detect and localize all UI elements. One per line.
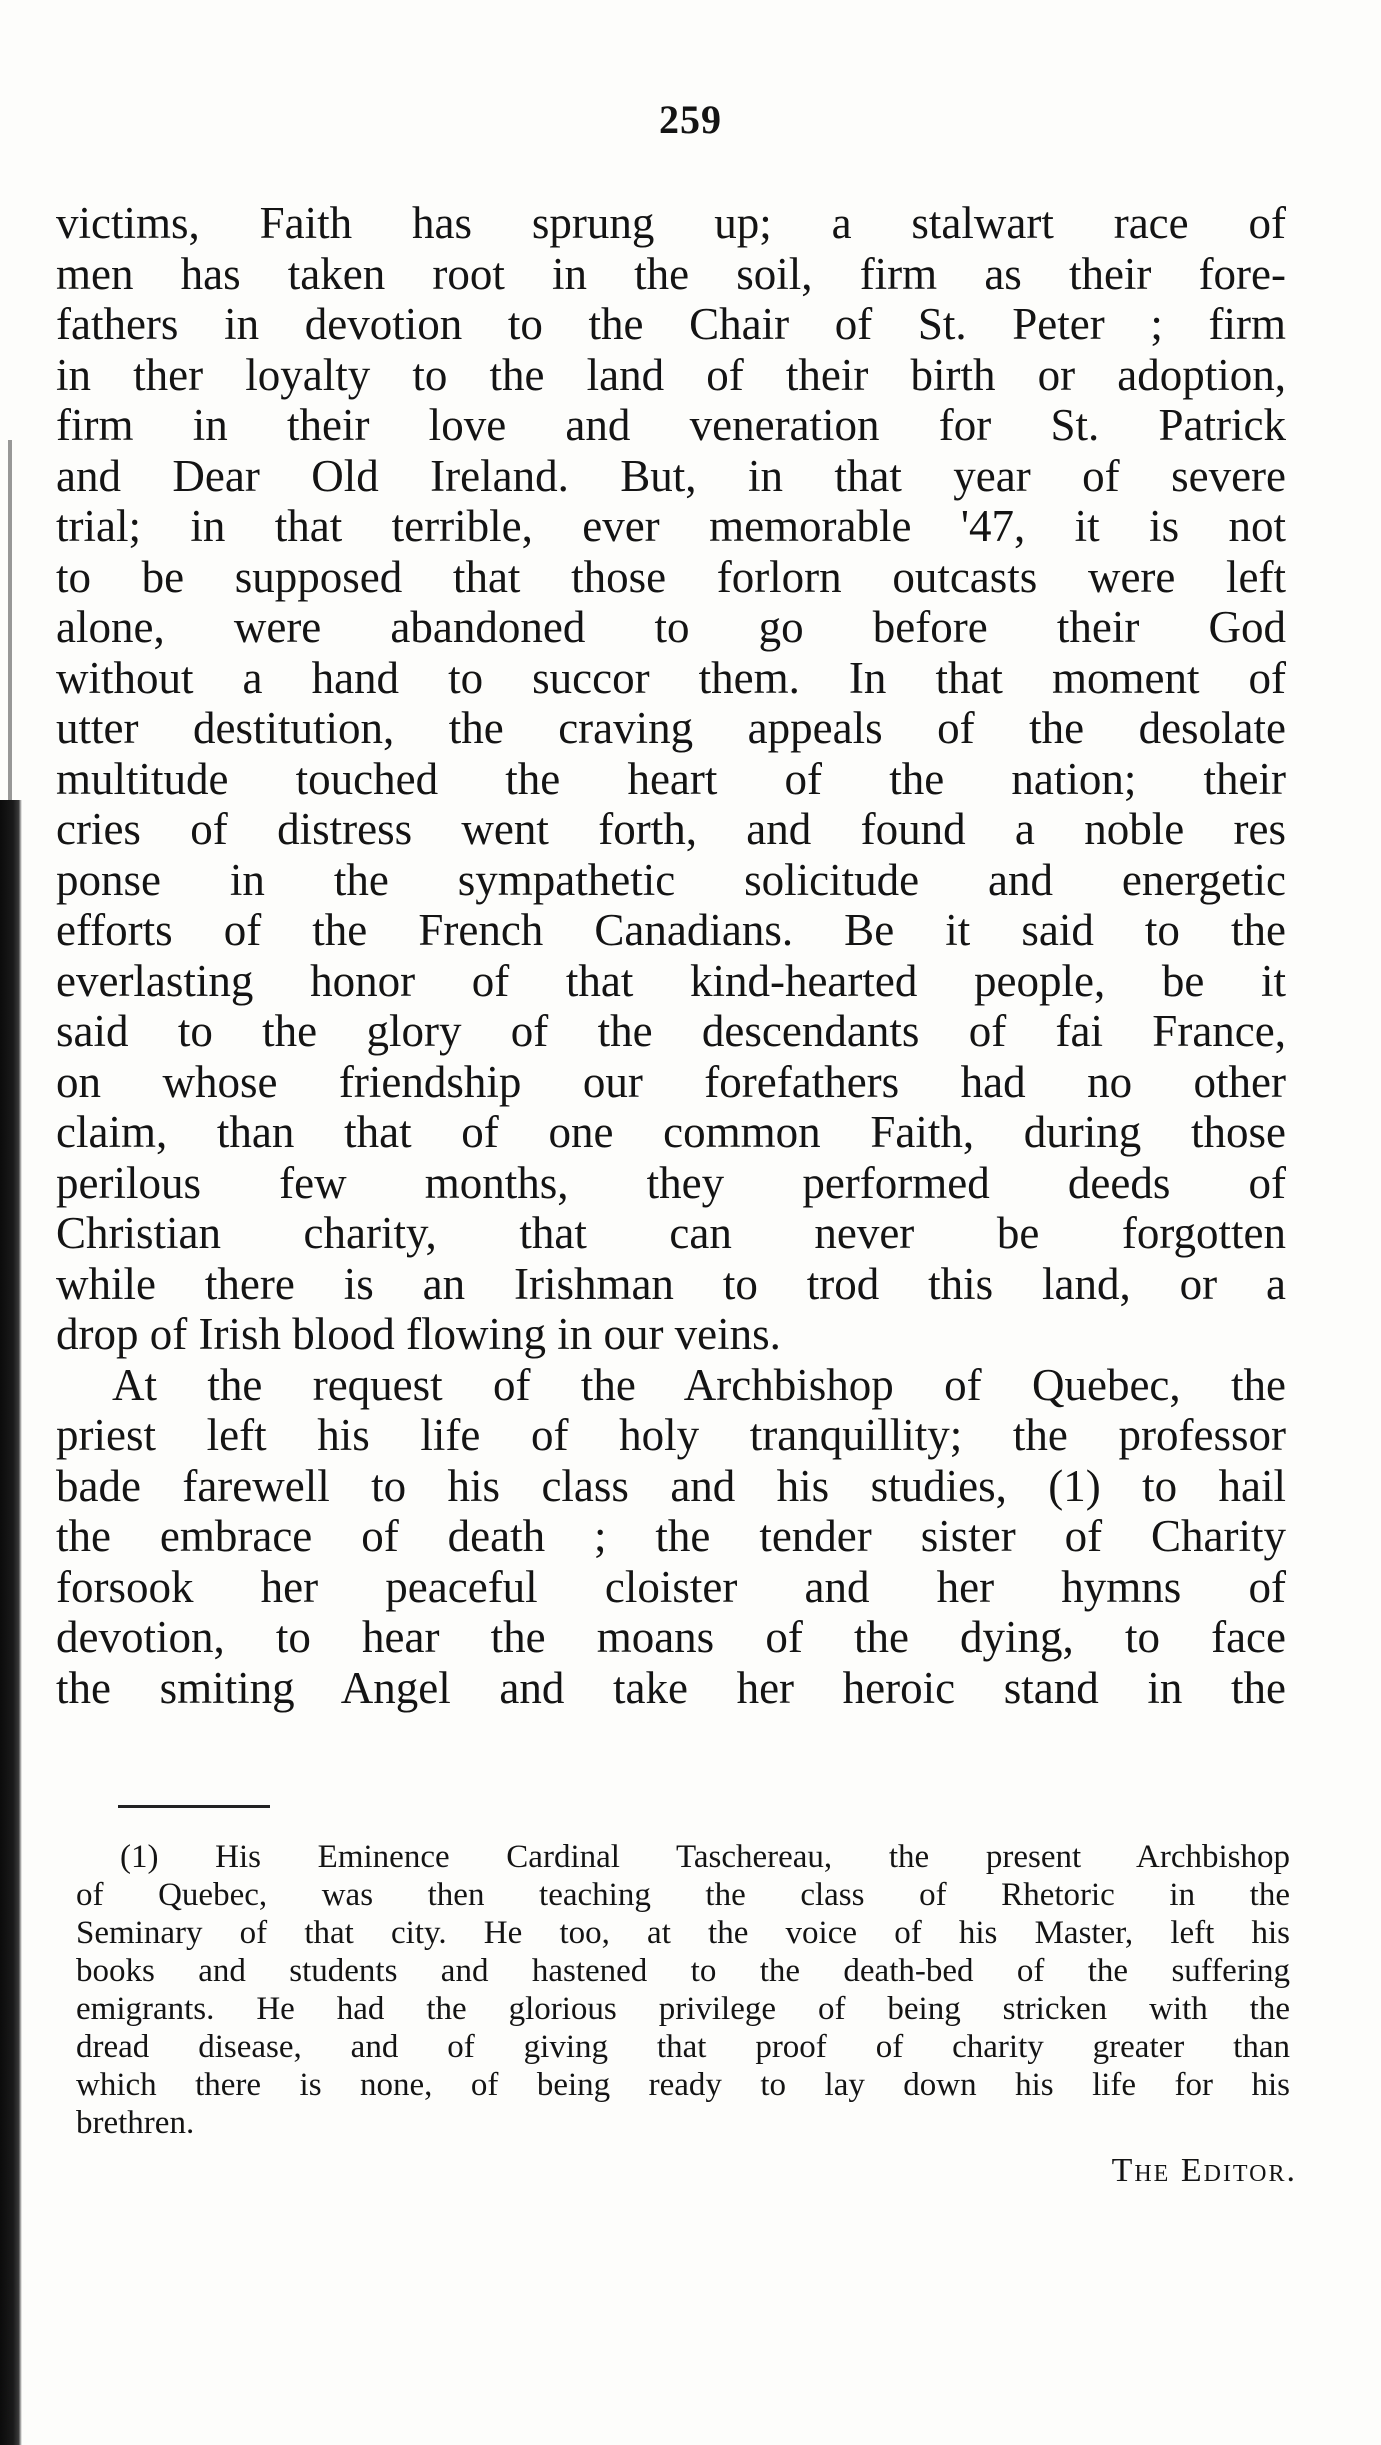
scan-edge-shadow-upper	[8, 440, 12, 800]
footnote-line: of Quebec, was then teaching the class of Rhetoric in the	[76, 1877, 1290, 1913]
body-text	[56, 198, 1286, 1713]
body-line: Christian charity, that can never be forgotten	[56, 1208, 1286, 1258]
body-line: firm in their love and veneration for St. Patrick	[56, 400, 1286, 450]
footnote-line: emigrants. He had the glorious privilege of being stricken with the	[76, 1991, 1290, 2027]
body-line: devotion, to hear the moans of the dying, to face	[56, 1612, 1286, 1662]
scan-edge-shadow	[0, 800, 22, 2445]
paragraph-end-line: drop of Irish blood flowing in our veins.	[56, 1309, 781, 1359]
body-line: ponse in the sympathetic solicitude and energetic	[56, 854, 1286, 905]
body-line: without a hand to succor them. In that moment of	[56, 652, 1286, 703]
body-line: alone, were abandoned to go before their God	[56, 602, 1286, 652]
footnote-rule	[118, 1805, 270, 1808]
body-line: claim, than that of one common Faith, during those	[56, 1107, 1286, 1157]
body-line: and Dear Old Ireland. But, in that year of severe	[56, 450, 1286, 501]
footnote-line: which there is none, of being ready to lay down his life for his	[76, 2067, 1290, 2103]
body-line: cries of distress went forth, and found a noble res	[56, 804, 1286, 854]
footnote-line: Seminary of that city. He too, at the voice of his Master, left his	[76, 1915, 1290, 1951]
body-line: bade farewell to his class and his studies, (1) to hail	[56, 1460, 1286, 1511]
body-line: trial; in that terrible, ever memorable '47, it is not	[56, 501, 1286, 551]
body-line: everlasting honor of that kind-hearted people, be it	[56, 955, 1286, 1006]
footnote-line: dread disease, and of giving that proof of charity greater than	[76, 2029, 1290, 2065]
body-line: forsook her peaceful cloister and her hymns of	[56, 1561, 1286, 1612]
footnote	[76, 1838, 1290, 2142]
body-line: fathers in devotion to the Chair of St. Peter ; firm	[56, 299, 1286, 349]
body-line: while there is an Irishman to trod this land, or a	[56, 1258, 1286, 1309]
editor-signature: The Editor.	[1111, 2152, 1297, 2189]
paragraph-start-line: At the request of the Archbishop of Quebec, the	[112, 1359, 1286, 1410]
body-line: to be supposed that those forlorn outcasts were left	[56, 551, 1286, 602]
body-line: utter destitution, the craving appeals of the desolate	[56, 703, 1286, 753]
body-line: multitude touched the heart of the nation; their	[56, 753, 1286, 804]
footnote-line: (1) His Eminence Cardinal Taschereau, the present Archbishop	[120, 1839, 1290, 1875]
body-line: the embrace of death ; the tender sister of Charity	[56, 1511, 1286, 1561]
body-line: in ther loyalty to the land of their birth or adoption,	[56, 349, 1286, 400]
footnote-line: brethren.	[76, 2105, 195, 2141]
page-number: 259	[659, 97, 722, 142]
body-line: men has taken root in the soil, firm as their fore-	[56, 248, 1286, 299]
footnote-line: books and students and hastened to the death-bed of the suffering	[76, 1953, 1290, 1989]
body-line: efforts of the French Canadians. Be it said to the	[56, 905, 1286, 955]
body-line: on whose friendship our forefathers had no other	[56, 1056, 1286, 1107]
body-line: said to the glory of the descendants of fai France,	[56, 1006, 1286, 1056]
body-line: victims, Faith has sprung up; a stalwart race of	[56, 198, 1286, 248]
body-line: perilous few months, they performed deeds of	[56, 1157, 1286, 1208]
body-line: priest left his life of holy tranquillity; the professor	[56, 1410, 1286, 1460]
body-line: the smiting Angel and take her heroic stand in the	[56, 1662, 1286, 1713]
